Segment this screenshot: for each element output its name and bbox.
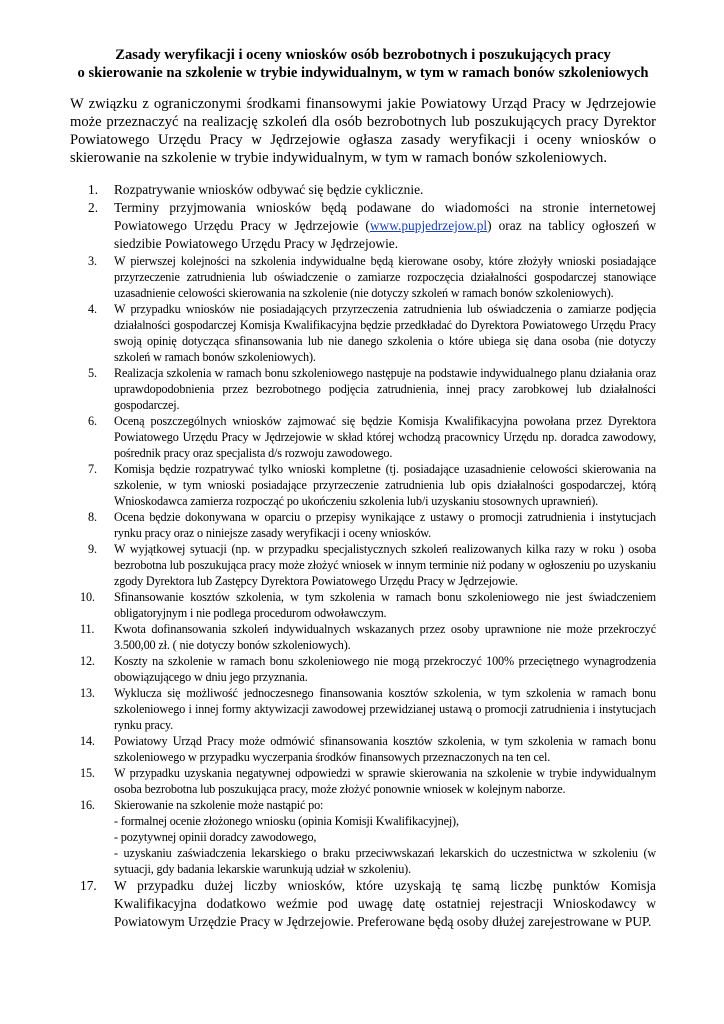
rule-number: 13. xyxy=(80,686,95,700)
rule-text: W przypadku uzyskania negatywnej odpowiedzi w sprawie skierowania na szkolenie w trybie indywidualnym osoba bezrobotna lub poszukująca pracy, może złożyć ponownie wniosek w kolejnym naborze. xyxy=(114,766,656,796)
rule-text-after-link: ) oraz na tablicy ogłoszeń w siedzibie Powiatowego Urzędu Pracy w Jędrzejowie. xyxy=(114,218,656,251)
rules-list xyxy=(70,181,656,931)
rule-number: 17. xyxy=(80,878,97,893)
rule-8 xyxy=(70,509,656,541)
rule-1 xyxy=(70,181,656,199)
rule-text: Ocena będzie dokonywana w oparciu o przepisy wynikające z ustawy o promocji zatrudnienia i instytucjach rynku pracy oraz o niniejsze zasady weryfikacji i oceny wniosków. xyxy=(114,510,656,540)
rule-12 xyxy=(70,653,656,685)
rule-15 xyxy=(70,765,656,797)
rule-16-intro: Skierowanie na szkolenie może nastąpić po: xyxy=(114,798,324,812)
rule-16 xyxy=(70,797,656,877)
rule-number: 1. xyxy=(88,182,99,197)
rule-number: 2. xyxy=(88,200,99,215)
rule-number: 8. xyxy=(88,510,97,524)
rule-text: W pierwszej kolejności na szkolenia indywidualne będą kierowane osoby, które złożyły wnioski posiadające przyrzeczenie zatrudnienia lub oświadczenie o zamiarze rozpoczęcia działalności gospodarczej stanowiące uzasadnienie celowości skierowania na szkolenie (nie dotyczy szkoleń w ramach bonów szkoleniowych). xyxy=(114,254,656,300)
rule-text: Koszty na szkolenie w ramach bonu szkoleniowego nie mogą przekroczyć 100% przeciętnego wynagrodzenia obowiązującego w dniu jego przyznania. xyxy=(114,654,656,684)
intro-paragraph: W związku z ograniczonymi środkami finansowymi jakie Powiatowy Urząd Pracy w Jędrzejowie może przeznaczyć na realizację szkoleń dla osób bezrobotnych lub poszukujących pracy Dyrektor Powiatowego Urzędu Pracy w Jędrzejowie ogłasza zasady weryfikacji i oceny wniosków o skierowanie na szkolenie w trybie indywidualnym, w tym w ramach bonów szkoleniowych. xyxy=(70,96,656,166)
document-page xyxy=(70,46,656,931)
rule-number: 16. xyxy=(80,798,95,812)
rule-text: Powiatowy Urząd Pracy może odmówić sfinansowania kosztów szkolenia, w tym szkolenia w ramach bonu szkoleniowego w przypadku wyczerpania środków finansowych przeznaczonych na ten cel. xyxy=(114,734,656,764)
rule-text: Rozpatrywanie wniosków odbywać się będzie cyklicznie. xyxy=(114,182,424,197)
rule-7 xyxy=(70,461,656,509)
rule-text: W przypadku dużej liczby wniosków, które uzyskają tę samą liczbę punktów Komisja Kwalifikacyjna dodatkowo weźmie pod uwagę datę ostatniej rejestracji Wnioskodawcy w Powiatowym Urzędzie Pracy w Jędrzejowie. Preferowane będą osoby dłużej zarejestrowane w PUP. xyxy=(114,878,656,929)
document-title xyxy=(70,46,656,82)
rule-3 xyxy=(70,253,656,301)
rule-13 xyxy=(70,685,656,733)
rule-number: 9. xyxy=(88,542,97,556)
rule-text: Realizacja szkolenia w ramach bonu szkoleniowego następuje na podstawie indywidualnego planu działania oraz uprawdopodobnienia przez bezrobotnego podjęcia zatrudnienia, innej pracy zarobkowej lub działalności gospodarczej. xyxy=(114,366,656,412)
rule-number: 15. xyxy=(80,766,95,780)
rule-number: 10. xyxy=(80,590,95,604)
rule-text: Oceną poszczególnych wniosków zajmować się będzie Komisja Kwalifikacyjna powołana przez Dyrektora Powiatowego Urzędu Pracy w Jędrzejowie w skład której wchodzą pracownicy Urzędu np. doradca zawodowy, pośrednik pracy oraz specjalista d/s rozwoju zawodowego. xyxy=(114,414,656,460)
rule-14 xyxy=(70,733,656,765)
rule-17 xyxy=(70,877,656,931)
rule-5 xyxy=(70,365,656,413)
rule-number: 3. xyxy=(88,254,97,268)
rule-4 xyxy=(70,301,656,365)
rule-text: Sfinansowanie kosztów szkolenia, w tym szkolenia w ramach bonu szkoleniowego nie jest świadczeniem obligatoryjnym i nie podlega procedurom odwoławczym. xyxy=(114,590,656,620)
rule-number: 6. xyxy=(88,414,97,428)
rule-2 xyxy=(70,199,656,253)
rule-16-item-1: - formalnej ocenie złożonego wniosku (opinia Komisji Kwalifikacyjnej), xyxy=(114,814,459,828)
rule-text-before-link: Terminy przyjmowania wniosków będą podawane do wiadomości na stronie internetowej Powiatowego Urzędu Pracy w Jędrzejowie ( xyxy=(114,200,656,233)
rule-text: W wyjątkowej sytuacji (np. w przypadku specjalistycznych szkoleń realizowanych kilka razy w roku ) osoba bezrobotna lub poszukująca pracy może złożyć wniosek w innym terminie niż podany w ogłoszeniu po uzyskaniu zgody Dyrektora lub Zastępcy Dyrektora Powiatowego Urzędu Pracy w Jędrzejowie. xyxy=(114,542,656,588)
rule-11 xyxy=(70,621,656,653)
rule-text: Kwota dofinansowania szkoleń indywidualnych wskazanych przez osoby uprawnione nie może przekroczyć 3.500,00 zł. ( nie dotyczy bonów szkoleniowych). xyxy=(114,622,656,652)
rule-number: 11. xyxy=(80,622,95,636)
rule-9 xyxy=(70,541,656,589)
rule-number: 7. xyxy=(88,462,97,476)
rule-number: 14. xyxy=(80,734,95,748)
rule-text: Wyklucza się możliwość jednoczesnego finansowania kosztów szkolenia, w tym szkolenia w ramach bonu szkoleniowego i innej formy aktywizacji zawodowej przewidzianej ustawą o promocji zatrudnienia i instytucjach rynku pracy. xyxy=(114,686,656,732)
rule-16-item-2: - pozytywnej opinii doradcy zawodowego, xyxy=(114,830,317,844)
rule-number: 5. xyxy=(88,366,97,380)
rule-10 xyxy=(70,589,656,621)
rule-number: 4. xyxy=(88,302,97,316)
rule-6 xyxy=(70,413,656,461)
rule-number: 12. xyxy=(80,654,95,668)
website-link[interactable]: www.pupjedrzejow.pl xyxy=(369,218,488,233)
rule-text: W przypadku wniosków nie posiadających przyrzeczenia zatrudnienia lub oświadczenia o zamiarze podjęcia działalności gospodarczej Komisja Kwalifikacyjna będzie przedkładać do Dyrektora Powiatowego Urzędu Pracy swoją opinię dotycząca sfinansowania lub nie danego szkolenia o które ubiega się dana osoba (nie dotyczy szkoleń w ramach bonów szkoleniowych). xyxy=(114,302,656,364)
title-line-1: Zasady weryfikacji i oceny wniosków osób bezrobotnych i poszukujących pracy xyxy=(115,47,611,63)
rule-text: Komisja będzie rozpatrywać tylko wnioski kompletne (tj. posiadające uzasadnienie celowości skierowania na szkolenie, w tym wnioski posiadające przyrzeczenie zatrudnienia lub opis działalności gospodarczej, którą Wnioskodawca zamierza rozpocząć po ukończeniu szkolenia lub/i uzyskaniu stosownych uprawnień). xyxy=(114,462,656,508)
rule-16-item-3: - uzyskaniu zaświadczenia lekarskiego o braku przeciwwskazań lekarskich do uczestnictwa w szkoleniu (w sytuacji, gdy badania lekarskie warunkują udział w szkoleniu). xyxy=(114,846,656,876)
title-line-2: o skierowanie na szkolenie w trybie indywidualnym, w tym w ramach bonów szkoleniowych xyxy=(77,65,649,81)
